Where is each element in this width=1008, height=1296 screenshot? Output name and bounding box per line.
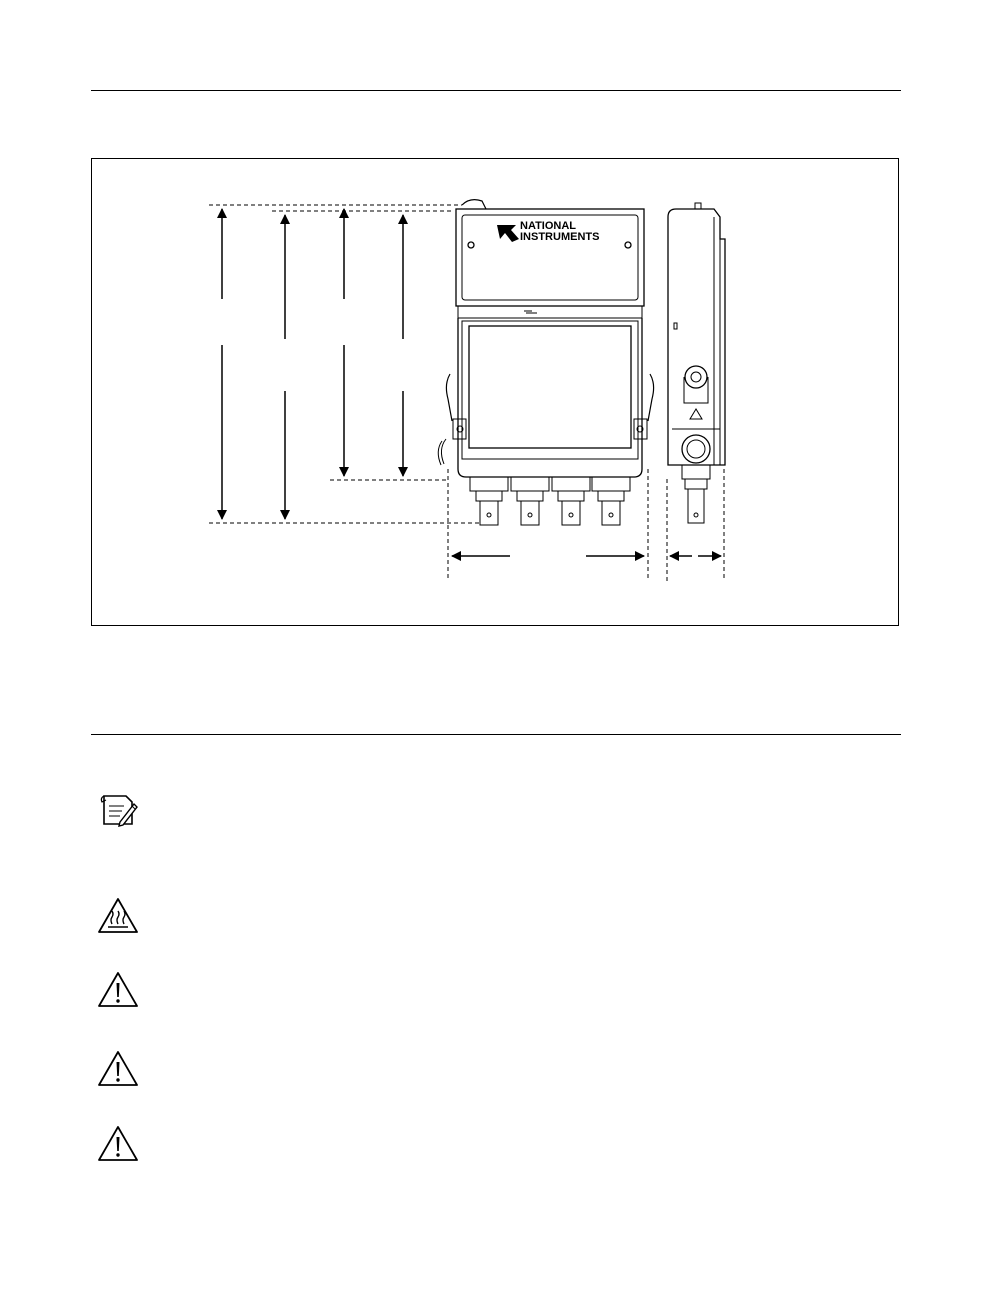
hot-surface-icon <box>96 896 140 936</box>
bnc-connector <box>517 491 543 525</box>
bnc-connector <box>558 491 584 525</box>
module-side-view <box>668 203 725 523</box>
caution-icon <box>96 970 140 1010</box>
bnc-connector <box>476 491 502 525</box>
logo-text-national: NATIONAL <box>520 220 577 232</box>
caution-icon <box>96 1049 140 1089</box>
bnc-connector <box>598 491 624 525</box>
caution-icon <box>96 1124 140 1164</box>
section-rule <box>91 734 901 735</box>
ni-eagle-logo-mark <box>497 225 519 242</box>
vertical-dimension-arrows <box>222 209 403 519</box>
dimension-drawing <box>92 159 900 627</box>
module-front-view <box>438 200 653 525</box>
header-rule <box>91 90 901 91</box>
note-icon <box>96 790 140 830</box>
extension-lines <box>209 205 724 581</box>
logo-text-instruments: INSTRUMENTS <box>520 231 600 243</box>
dimension-figure <box>91 158 899 626</box>
